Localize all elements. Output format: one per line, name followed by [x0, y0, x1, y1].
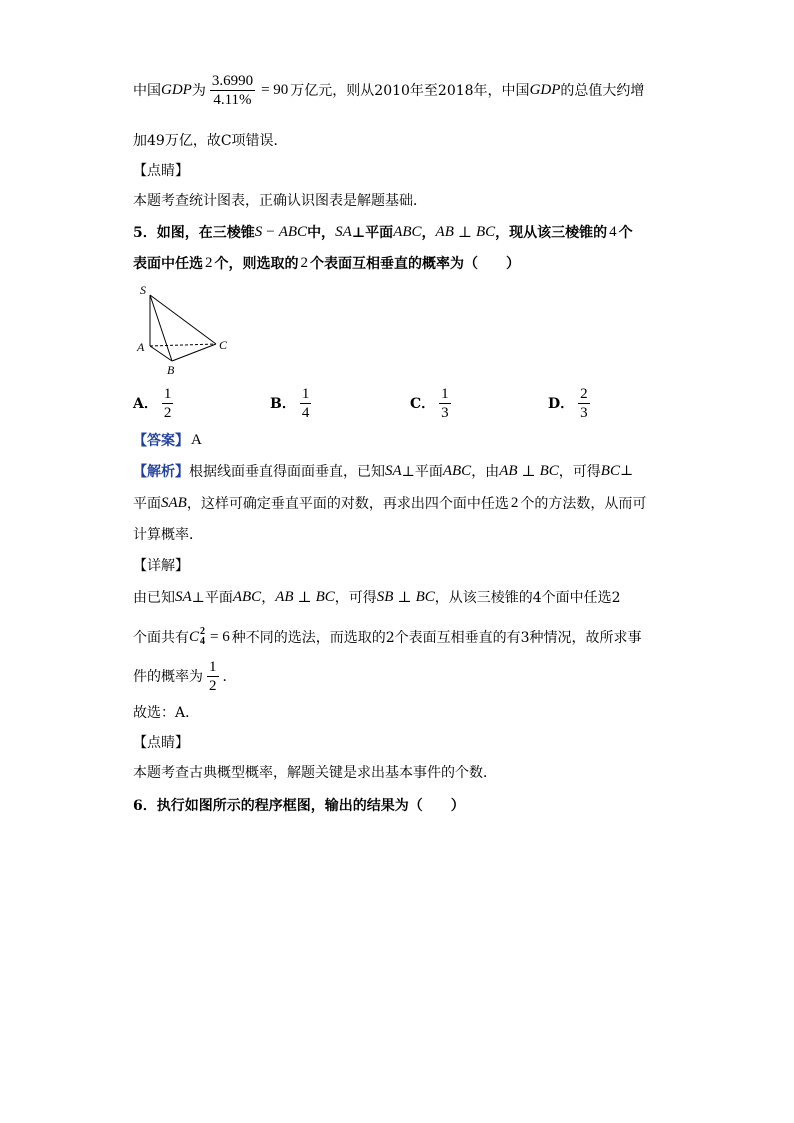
fraction-denominator: 4: [301, 404, 310, 421]
text-segment: ，: [261, 590, 276, 606]
q5-detail-line-2: [133, 617, 642, 657]
fraction-denominator: 2: [163, 404, 172, 421]
math-variable: AB: [499, 462, 518, 479]
text-segment: ，这样可确定垂直平面的对数，再求出四个面中任选: [186, 496, 509, 512]
text-segment: 计算概率．: [133, 527, 203, 543]
math-number: 2: [205, 254, 213, 271]
text-segment: ，现从该三棱锥的: [495, 225, 608, 241]
math-variable: SAB: [161, 494, 187, 511]
vertex-label-b: B: [167, 363, 175, 377]
text-segment: ⊥平面: [401, 464, 443, 480]
text-segment: ，从该三棱锥的4个面中任选2: [434, 590, 621, 606]
text-segment: ，: [421, 225, 436, 241]
text-segment: 5．如图，在三棱锥: [133, 225, 255, 241]
math-number: 2: [300, 254, 308, 271]
math-gdp: GDP: [161, 81, 192, 98]
q6-stem: [133, 785, 465, 825]
text-segment: 种不同的选法，而选取的2个表面互相垂直的有3种情况，故所求事: [231, 630, 642, 646]
pyramid-figure: [130, 280, 235, 380]
text-segment: 个的方法数，从而可: [520, 496, 647, 512]
text-segment: ⊥平面: [351, 225, 394, 241]
edge-ac-hidden: [150, 344, 216, 346]
equals-value: = 6: [210, 628, 230, 645]
fraction-numerator: 1: [209, 658, 217, 675]
math-variable: SA: [335, 223, 352, 240]
math-variable: BC: [415, 588, 435, 605]
text-segment: 万亿元，则从2010年至2018年，中国: [290, 83, 530, 99]
math-variable: SA: [385, 462, 402, 479]
text-segment: 个表面互相垂直的概率为（ ）: [310, 256, 520, 272]
probability-fraction: [207, 659, 219, 694]
option-b: [270, 383, 315, 423]
math-variable: ABC: [442, 462, 472, 479]
math-number: 2: [510, 494, 519, 511]
text-segment: 件的概率为: [133, 669, 203, 685]
vertex-label-c: C: [219, 338, 228, 352]
math-variable: SB: [376, 588, 394, 605]
math-variable: AB: [435, 223, 454, 240]
fraction-numerator: 3.6990: [211, 72, 254, 89]
math-operator: ⊥: [297, 589, 312, 606]
math-variable: BC: [539, 462, 559, 479]
math-operator: −: [266, 223, 275, 240]
math-variable: S: [254, 223, 263, 240]
math-variable: BC: [600, 462, 620, 479]
option-letter: C．: [410, 396, 436, 412]
vertex-label-s: S: [140, 283, 146, 297]
text-segment: 本题考查统计图表，正确认识图表是解题基础．: [133, 193, 427, 209]
option-letter: B．: [270, 396, 296, 412]
combination-subscript: 4: [200, 636, 206, 647]
text-segment: 个: [618, 225, 633, 241]
vertex-label-a: A: [137, 340, 145, 354]
math-gdp: GDP: [529, 81, 561, 98]
text-segment: 为: [191, 83, 206, 99]
option-fraction: [578, 386, 590, 421]
combination-superscript: 2: [200, 626, 206, 637]
text-segment: 加49万亿，故C项错误．: [133, 133, 288, 149]
edge-sb: [150, 295, 172, 361]
option-fraction: [300, 386, 312, 421]
section-label: 【点睛】: [133, 735, 189, 751]
text-segment: 由已知: [133, 590, 175, 606]
option-letter: D．: [548, 396, 575, 412]
q5-detail-line-1: [133, 577, 621, 617]
text-segment: 表面中任选: [133, 256, 203, 272]
text-segment: ，由: [471, 464, 500, 480]
text-segment: 6．执行如图所示的程序框图，输出的结果为（ ）: [133, 798, 465, 814]
fraction-numerator: 2: [580, 385, 588, 402]
option-fraction: [439, 386, 451, 421]
text-segment: ，可得: [334, 590, 377, 606]
q5-detail-line-3: [133, 656, 237, 696]
math-operator: ⊥: [521, 463, 536, 480]
equals-value: = 90: [261, 81, 289, 98]
text-segment: 中国: [133, 83, 161, 99]
fraction-numerator: 1: [301, 385, 310, 402]
option-letter: A．: [133, 396, 158, 412]
fraction-denominator: 3: [580, 404, 588, 421]
text-segment: 个，则选取的: [214, 256, 299, 272]
combination-scripts: [200, 627, 205, 647]
fraction-numerator: 1: [163, 385, 172, 402]
combination-symbol: C: [189, 628, 200, 645]
math-variable: ABC: [278, 223, 308, 240]
option-d: [548, 383, 594, 423]
option-fraction: [162, 386, 174, 421]
math-variable: ABC: [393, 223, 422, 240]
text-segment: ⊥平面: [191, 590, 233, 606]
q5-analysis-line-2: [133, 483, 646, 523]
q4-conclusion-line-1: [133, 70, 644, 110]
option-c: [410, 383, 455, 423]
text-segment: 平面: [133, 496, 161, 512]
section-label: 【详解】: [133, 558, 189, 574]
text-segment: 根据线面垂直得面面垂直，已知: [189, 464, 385, 480]
fraction-denominator: 2: [209, 677, 217, 694]
math-variable: BC: [475, 223, 496, 240]
text-segment: 故选：A．: [133, 705, 200, 721]
math-operator: ⊥: [619, 463, 634, 479]
fraction-numerator: 1: [441, 385, 449, 402]
text-segment: 的总值大约增: [560, 83, 645, 99]
analysis-label: 【解析】: [133, 464, 189, 480]
option-a: [133, 383, 177, 423]
fraction-denominator: 3: [441, 404, 449, 421]
fraction-gdp: [210, 73, 255, 108]
q5-stem-line-2: [133, 243, 520, 283]
text-segment: 本题考查古典概型概率，解题关键是求出基本事件的个数．: [133, 765, 497, 781]
edge-bc: [172, 344, 216, 361]
text-segment: 中，: [307, 225, 336, 241]
math-operator: ⊥: [457, 224, 472, 241]
math-number: 4: [609, 223, 617, 240]
answer-label: 【答案】: [133, 433, 189, 449]
math-operator: ⊥: [397, 589, 412, 606]
edge-ab: [150, 346, 172, 361]
text-segment: ，可得: [558, 464, 601, 480]
math-variable: SA: [175, 588, 192, 605]
math-variable: ABC: [232, 588, 262, 605]
section-label: 【点睛】: [133, 163, 189, 179]
answer-value: A: [191, 431, 202, 448]
text-segment: 个面共有: [133, 630, 189, 646]
math-variable: BC: [315, 588, 335, 605]
math-variable: AB: [275, 588, 294, 605]
fraction-denominator: 4.11%: [213, 91, 252, 108]
text-segment: ．: [222, 669, 237, 685]
edge-sc: [150, 295, 216, 344]
